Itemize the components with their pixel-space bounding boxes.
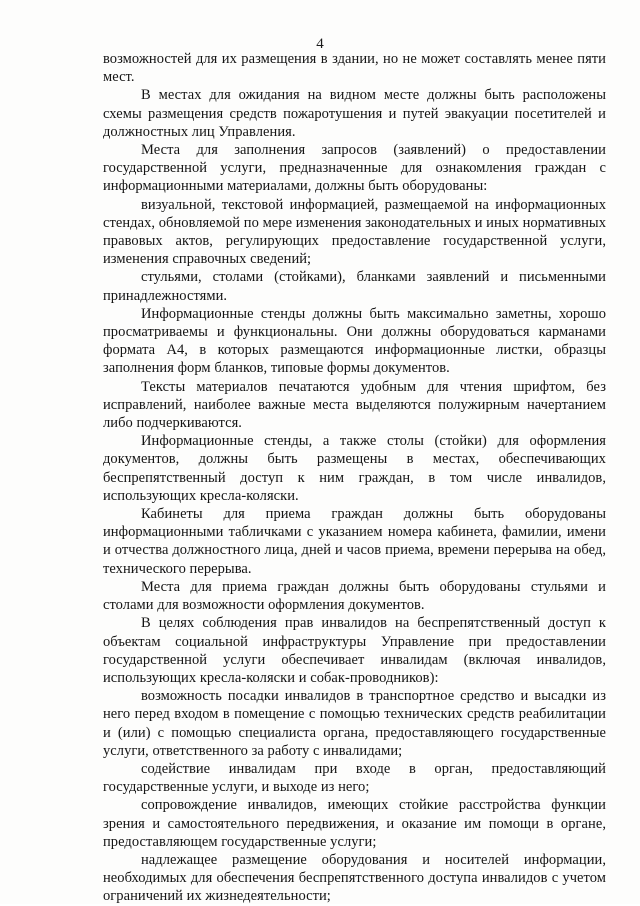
list-item: содействие инвалидам при входе в орган, предоставляющий государственные услуги, и выходе из него; xyxy=(103,760,606,796)
list-item: возможность посадки инвалидов в транспортное средство и высадки из него перед входом в помещение с помощью технических средств реабилитации и (или) с помощью специалиста органа, предоставляющего государственные услуги, ответственного за работу с инвалидами; xyxy=(103,688,606,759)
list-item: визуальной, текстовой информацией, размещаемой на информационных стендах, обновляемой по мере изменения законодательных и иных нормативных правовых актов, регулирующих предоставление государственной услуги, изменения справочных сведений; xyxy=(103,196,606,268)
paragraph: Тексты материалов печатаются удобным для чтения шрифтом, без исправлений, наиболее важные места выделяются полужирным начертанием либо подчеркиваются. xyxy=(103,378,606,432)
list-item: сопровождение инвалидов, имеющих стойкие расстройства функции зрения и самостоятельного передвижения, и оказание им помощи в органе, предоставляющем государственные услуги; xyxy=(103,797,606,850)
paragraph: В целях соблюдения прав инвалидов на беспрепятственный доступ к объектам социальной инфраструктуры Управление при предоставлении государственной услуги обеспечивает инвалидам (включая инвалидов, использующих кресла-коляски и собак-проводников): xyxy=(103,615,606,686)
list-item: надлежащее размещение оборудования и носителей информации, необходимых для обеспечения беспрепятственного доступа инвалидов с учетом ограничений их жизнедеятельности; xyxy=(103,851,606,905)
paragraph: Кабинеты для приема граждан должны быть оборудованы информационными табличками с указанием номера кабинета, фамилии, имени и отчества должностного лица, дней и часов приема, времени перерыва на обед, технического перерыва. xyxy=(103,506,606,577)
document-body xyxy=(103,50,606,906)
paragraph: Места для приема граждан должны быть оборудованы стульями и столами для возможности оформления документов. xyxy=(103,578,606,614)
paragraph: Места для заполнения запросов (заявлений) о предоставлении государственной услуги, предназначенные для ознакомления граждан с информационными материалами, должны быть оборудованы: xyxy=(103,142,606,195)
paragraph: В местах для ожидания на видном месте должны быть расположены схемы размещения средств пожаротушения и путей эвакуации посетителей и должностных лиц Управления. xyxy=(103,87,606,140)
page-number: 4 xyxy=(316,36,324,52)
paragraph: Информационные стенды должны быть максимально заметны, хорошо просматриваемы и функциональны. Они должны оборудоваться карманами формата А4, в которых размещаются информационные листки, образцы заполнения форм бланков, типовые формы документов. xyxy=(103,305,606,377)
paragraph: возможностей для их размещения в здании, но не может составлять менее пяти мест. xyxy=(103,51,606,86)
list-item: стульями, столами (стойками), бланками заявлений и письменными принадлежностями. xyxy=(103,269,606,304)
paragraph: Информационные стенды, а также столы (стойки) для оформления документов, должны быть размещены в местах, обеспечивающих беспрепятственный доступ к ним граждан, в том числе инвалидов, использующих кресла-коляски. xyxy=(103,433,606,504)
